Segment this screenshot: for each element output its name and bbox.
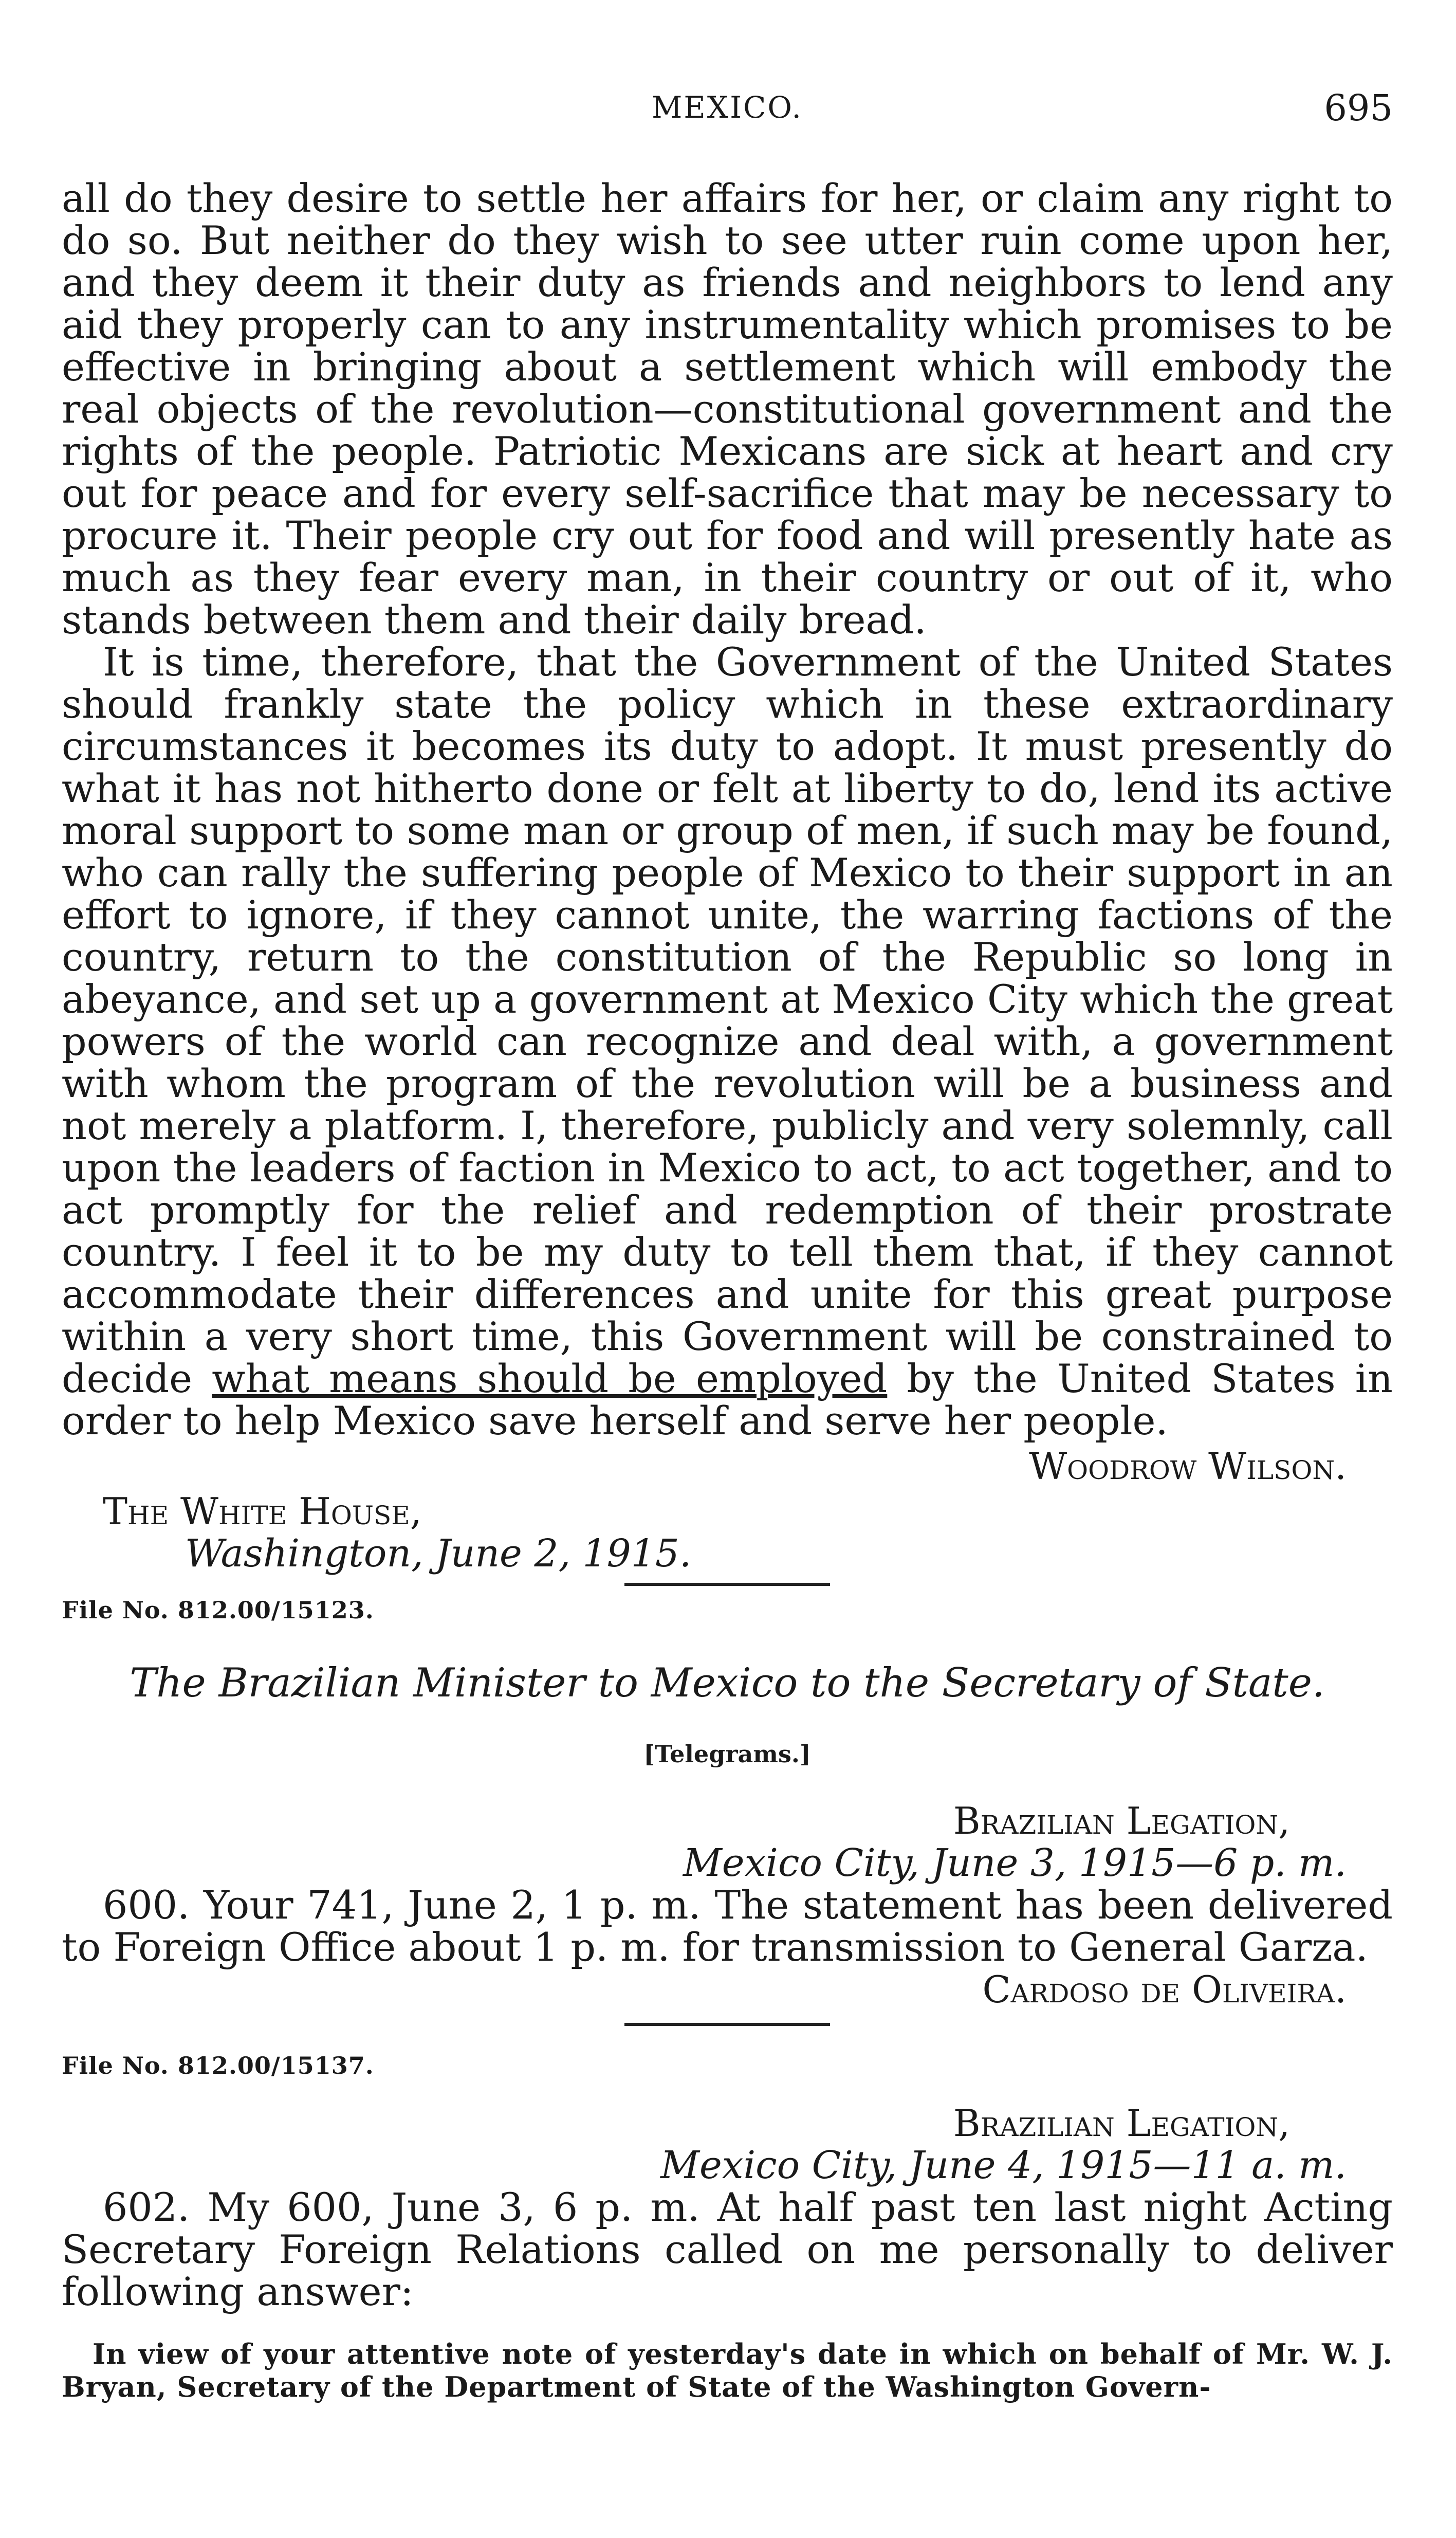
paragraph-2-start: It is time, therefore, that the Government of the United States should frankly state the policy which in these extraordinary circumstances it becomes its duty to adopt. It must presently do what it has not hitherto done or felt at liberty to do, lend its active moral support to some man or group of men, if such may be found, who can rally the suffering people of Mexico to their support in an effort to ignore, if they cannot unite, the warring factions of the country, return to the constitution of the Republic so long in abeyance, and set up a government at Mexico City which the great powers of the world can recognize and deal with, a government with whom the program of the revolution will be a business and not merely a platform. I, therefore, publicly and very solemnly, call upon the leaders of faction in Mexico to act, to act together, and to act promptly for the relief and redemption of their prostrate country. I feel it to be my duty to tell them that, if they cannot accommodate their differences and unite for this great purpose within a very short time, this Government will be constrained to decide <box>62 639 1393 1401</box>
telegrams-label: [Telegrams.] <box>643 1740 811 1768</box>
telegram-600-text: 600. Your 741, June 2, 1 p. m. The statement has been delivered to Foreign Office about 1 p. m. for transmission to General Garza. <box>62 1882 1393 1970</box>
legation-date-1: Mexico City, June 3, 1915—6 p. m. <box>683 1841 1347 1885</box>
paragraph-2 <box>62 641 1393 1442</box>
paragraph-2-end: by the United States in order to help Mexico save herself and serve her people. <box>62 1356 1393 1444</box>
page-number: 695 <box>1324 87 1393 129</box>
document-heading: The Brazilian Minister to Mexico to the Secretary of State. <box>130 1660 1325 1706</box>
paragraph-1: all do they desire to settle her affairs for her, or claim any right to do so. But neither do they wish to see utter ruin come upon her, and they deem it their duty as friends and neighbors to lend any aid they properly can to any instrumentality which promises to be effective in bringing about a settlement which will embody the real objects of the revolution—constitutional government and the rights of the people. Patriotic Mexicans are sick at heart and cry out for peace and for every self-sacrifice that may be necessary to procure it. Their people cry out for food and will presently hate as much as they fear every man, in their country or out of it, who stands between them and their daily bread. <box>62 175 1393 643</box>
underlined-phrase: what means should be employed <box>212 1356 888 1401</box>
legation-name-1: Brazilian Legation, <box>953 1799 1290 1842</box>
page-header <box>62 87 1393 136</box>
main-text <box>62 177 1393 2403</box>
dateline-place: The White House, <box>103 1490 422 1533</box>
file-number-1: File No. 812.00/15123. <box>62 1596 374 1624</box>
telegram-602-text: 602. My 600, June 3, 6 p. m. At half past ten last night Acting Secretary Foreign Relations called on me personally to deliver following answer: <box>62 2184 1393 2314</box>
dateline-city-date: Washington, June 2, 1915. <box>185 1531 692 1576</box>
quoted-note: In view of your attentive note of yesterday's date in which on behalf of Mr. W. J. Bryan, Secretary of the Department of State of the Washington Govern- <box>62 2338 1393 2403</box>
signature-cardoso: Cardoso de Oliveira. <box>982 1968 1347 2011</box>
section-rule-1 <box>624 1583 830 1586</box>
file-number-2: File No. 812.00/15137. <box>62 2052 374 2079</box>
legation-name-2: Brazilian Legation, <box>953 2102 1290 2145</box>
running-head: MEXICO. <box>652 90 803 125</box>
section-rule-2 <box>624 2023 830 2026</box>
legation-date-2: Mexico City, June 4, 1915—11 a. m. <box>660 2143 1347 2187</box>
signature-wilson: Woodrow Wilson. <box>1029 1445 1347 1488</box>
